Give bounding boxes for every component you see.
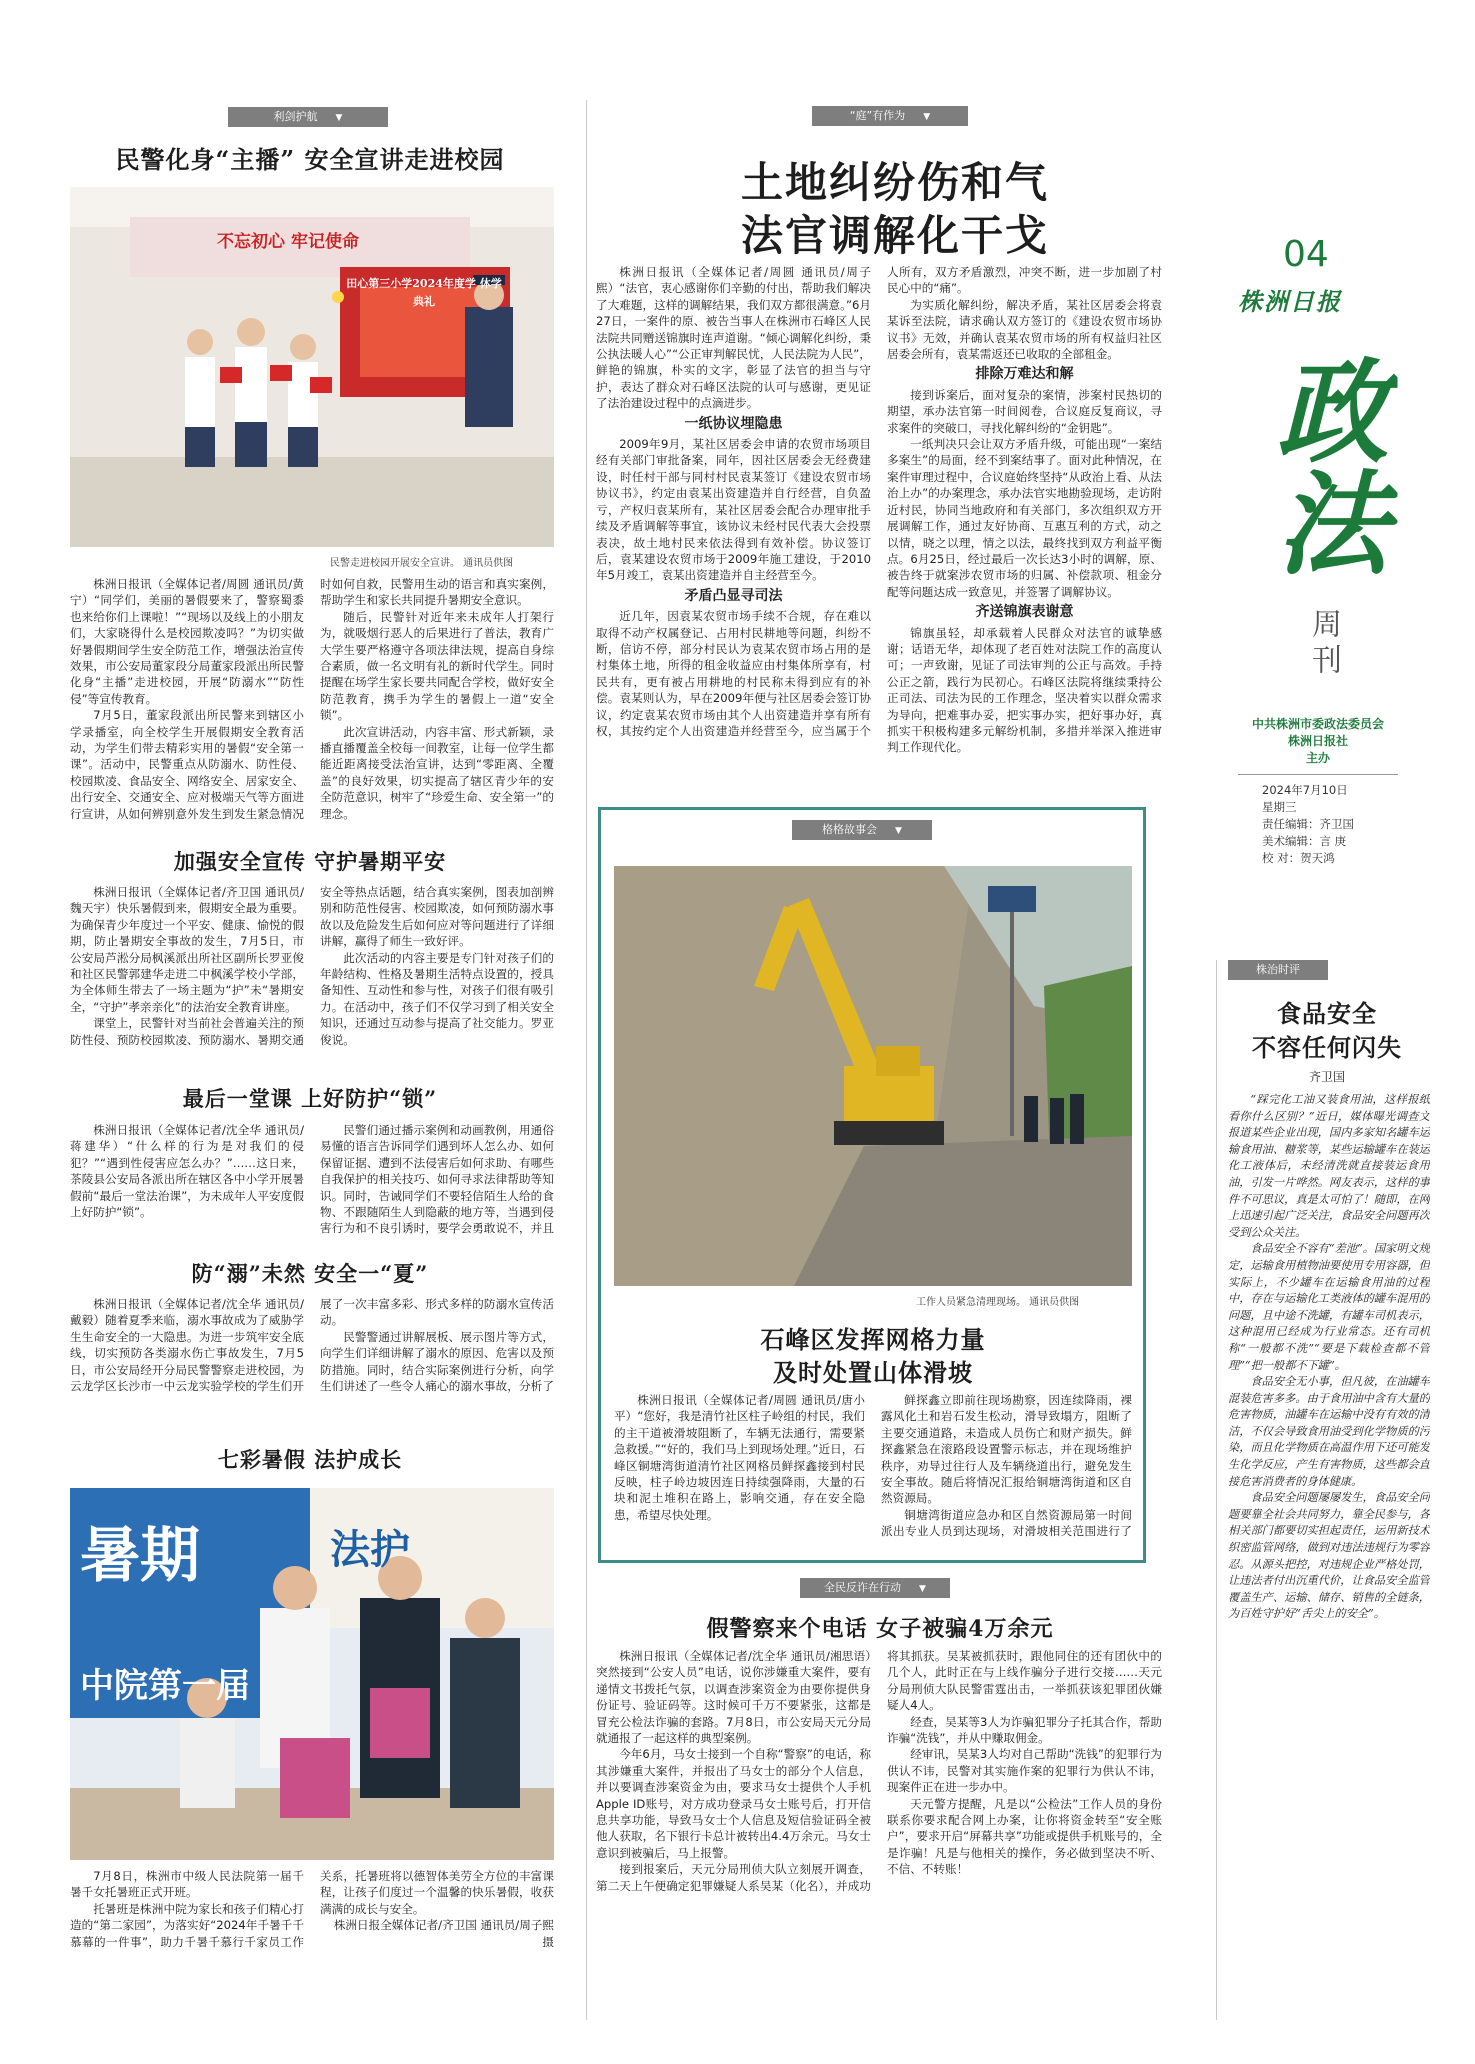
article-headline-line1: 石峰区发挥网格力量 [760,1325,986,1354]
issue-meta [1262,782,1422,867]
paragraph: 民警们通过播示案例和动画教例，用通俗易懂的语言告诉同学们遇到坏人怎么办、如何保留证据、遭到不法侵害后如何求助、有哪些自我保护的相关技巧、如何寻求法律帮助等知识。同时，告诫同学们不要轻信陌生人给的食物、不跟随陌生人到隐蔽的地方等，当遇到侵害行为和不良引诱时，要学会勇敢说不，并且 [320,1123,554,1236]
photo-caption: 民警走进校园开展安全宣讲。 通讯员供图 [330,558,514,569]
sponsor-line-2: 株洲日报社 [1287,734,1348,748]
paragraph: 随后，民警针对近年来未成年人打架行为，就吸烟行恶人的后果进行了普法，教育广大学生要严格遵守各项法律法规，提高自身综合素质，做一名文明有礼的新时代学生。同时提醒在场学生家长要共同配合学校，做好安全防范教育，携手为学生的暑假上一道“安全锁”。 [320,609,554,723]
paragraph: 株洲日报讯（全媒体记者/沈全华 通讯员/蒋建华）“什么样的行为是对我们的侵犯？”“遇到性侵害应怎么办？”……这日来，茶陵县公安局各派出所在辖区各中小学开展暑假前“最后一堂法治课”，为未成年人平安度假上好防护“锁”。 [70,1123,304,1220]
section-tag [228,107,388,127]
subheading: 齐送锦旗表谢意 [975,604,1074,621]
paragraph: 铜塘湾街道应急办和区自然资源局第一时间派出专业人员到达现场，对滑坡相关范围进行了 [881,1507,1132,1539]
paragraph: 今年6月，马女士接到一个自称“警察”的电话，称其涉嫌重大案件，并报出了马女士的部分个人信息，并以要调查涉案资金为由，要求马女士提供个人手机 Apple ID账号，对方成功登录马女士账号后，打开信息共享功能，导致马女士个人信息及短信验证码全被他人获取，名下银行卡总计被转出4.4万余元。马女士意识到被骗后，马上报警。 [596,1747,871,1860]
sponsor-block [1218,716,1418,767]
paragraph: 株洲日报讯（全媒体记者/周圆 通讯员/周子熙）“法官，衷心感谢你们辛勤的付出，帮助我们解决了大难题，这样的调解结果，我们双方都很满意。”6月27日，一案件的原、被告当事人在株洲市石峰区人民法院共同赠送锦旗时连声道谢。“倾心调解化纠纷，秉公执法暖人心”“公正审判解民忧，人民法院为人民”，鲜艳的锦旗，朴实的文字，彰显了法官的担当与守护，表达了群众对石峰区法院的认可与感谢，更见证了法治建设过程中的点滴进步。 [596,265,871,411]
editor-credit: 责任编辑：齐卫国 [1262,817,1354,831]
subheading: 排除万难达和解 [975,366,1074,383]
paragraph: 天元警方提醒，凡是以“公检法”工作人员的身份联系你要求配合网上办案，让你将资金转至“安全账户”，要求开启“屏幕共享”功能或提供手机账号的，全是诈骗！凡是与他相关的操作，务必做到坚决不听、不信、不转账！ [887,1796,1162,1877]
paragraph: 此次宣讲活动，内容丰富、形式新颖，录播直播覆盖全校每一间教室，让每一位学生都能近距离接受法治宣讲，达到“零距离、全覆盖”的良好效果，切实提高了辖区青少年的安全防范意识，树牢了“珍爱生命、安全第一”的理念。 [320,724,554,821]
paragraph: 食品安全无小事，但凡彼，在油罐车混装危害多多。由于食用油中含有大量的危害物质，油罐车在运输中没有有效的清洁，不仅会导致食用油受到化学物质的污染，而且化学物质在高温作用下还可能发生化学反应，产生有害物质，这些都会直接危害消费者的身体健康。 [1228,1375,1430,1488]
article-body [596,1648,1162,2018]
column-rule-right [1216,960,1217,2020]
paragraph: 锦旗虽轻，却承载着人民群众对法官的诚挚感谢；话语无华，却体现了老百姓对法院工作的高度认可；一声致谢，见证了司法审判的公正与高效。手持公正之箭，践行为民初心。石峰区法院将继续秉持公正司法、司法为民的工作理念，坚决着实以群众需求为导向，把难事办妥，把实事办实，把好事办好，真抓实干积极构建多元解纷机制，多措并举深入推进审判工作现代化。 [887,625,1162,755]
section-title: 政法 [1258,353,1389,577]
designer-credit: 美术编辑：言 庚 [1262,834,1347,848]
article-body [596,264,1162,784]
paragraph: 经查，吴某等3人为诈骗犯罪分子托其合作，帮助诈骗“洗钱”，并从中赚取佣金。 [887,1714,1162,1746]
paragraph: 株洲日报讯（全媒体记者/周圆 通讯员/黄宁）“同学们，美丽的暑假要来了，警察蜀黍也来给你们上课啦！”“现场以及线上的小朋友们，大家晓得什么是校园欺凌吗？”为切实做好暑假期间学生安全防范工作，增强法治宣传效果，市公安局董家段分局董家段派出所民警化身“主播”走进校园，开展“防溺水”“防性侵”等宣传教育。 [70,577,304,706]
photo-text-large: 暑期 [80,1521,200,1591]
photo-text-medium: 法护 [330,1526,410,1573]
sponsor-line-3: 主办 [1305,751,1330,765]
paragraph: 鲜探鑫立即前往现场勘察，因连续降雨，裸露风化土和岩石发生松动，滑导致塌方，阻断了主要交通道路，未造成人员伤亡和财产损失。鲜探鑫紧急在滚路段设置警示标志，并在现场维护秩序，劝导过往行人及车辆绕道出行，避免发生安全事故。随后将情况汇报给铜塘湾街道和区自然资源局。 [881,1393,1132,1506]
chevron-down-icon: ▼ [919,1584,926,1594]
photo-text-banner: 中院第一届 [80,1666,250,1706]
issue-weekday: 星期三 [1262,800,1297,814]
paragraph: 为实质化解纠纷，解决矛盾，某社区居委会将袁某诉至法院，请求确认双方签订的《建设农贸市场协议书》无效，并确认袁某农贸市场的所有权益归社区居委会所有，袁某需返还已收取的全部租金。 [887,297,1162,362]
article-headline: 民警化身“主播” 安全宣讲走进校园 [115,145,505,174]
chevron-down-icon: ▼ [335,113,343,123]
column-body [1228,1092,1430,2022]
paragraph: 课堂上，民警针对当前社会普遍关注的预防性侵、预防校园欺凌、预防溺水、暑期交通安全等热点话题，结合真实案例，图表加剖辨别和防范性侵害、校园欺凌，如何预防溺水事故以及危险发生后如何应对等问题进行了详细讲解，赢得了师生一致好评。 [70,885,554,1047]
article-headline: 防“溺”未然 安全一“夏” [191,1261,429,1286]
article-body [70,576,554,830]
subheading: 一纸协议埋隐患 [684,415,783,432]
page-number: 04 [1283,234,1329,275]
paragraph: 株洲日报讯（全媒体记者/齐卫国 通讯员/魏天宇）快乐暑假到来，假期安全最为重要。为确保青少年度过一个平安、健康、愉悦的假期，防止暑期安全事故的发生，7月5日，市公安局芦淞分局枫溪派出所社区副所长罗亚俊和社区民警郭建华走进二中枫溪学校小学部，为全体师生带去了一场主题为“护”未“暑期安全，“守护”孝亲亲化”的法治安全教育讲座。 [70,885,304,1014]
column-headline-line2: 不容任何闪失 [1252,1033,1402,1062]
article-photo [70,1488,554,1860]
article-body [70,1122,554,1252]
article-headline: 假警察来个电话 女子被骗4万余元 [706,1616,1054,1642]
section-tag [800,1578,950,1598]
column-headline-line1: 食品安全 [1277,999,1377,1028]
article-headline: 最后一堂课 上好防护“锁” [182,1086,438,1111]
article-headline-line2: 及时处置山体滑坡 [773,1358,973,1387]
photo-credit: 株洲日报全媒体记者/齐卫国 通讯员/周子熙 摄 [333,1918,554,1949]
photo-banner-text: 不忘初心 牢记使命 [217,232,359,252]
paragraph: 托暑班是株洲中院为家长和孩子们精心打造的“第二家园”，为落实好“2024年千暑千千慕幕的一件事”，助力千暑千慕行千家员工作关系，托暑班将以德智体美劳全方位的丰富课程，让孩子们度过一个温馨的快乐暑假，收获满满的成长与安全。 [70,1869,554,1949]
section-subtitle: 周刊 [1306,608,1341,680]
article-body [70,1868,554,2018]
proof-credit: 校 对：贺天鸿 [1262,851,1335,865]
paragraph: 接到诉案后，面对复杂的案情，涉案村民热切的期望，承办法官第一时间阅卷，合议庭反复商议，寻求案件的突破口，寻找化解纠纷的“金钥匙”。 [887,387,1162,435]
paragraph: 经审讯，吴某3人均对自己帮助“洗钱”的犯罪行为供认不讳，民警对其实施作案的犯罪行为供认不讳，现案件正在进一步办中。 [887,1747,1162,1795]
masthead-divider [1238,774,1398,775]
paragraph: 2009年9月，某社区居委会申请的农贸市场项目经有关部门审批备案，同年，因社区居委会无经费建设，时任村干部与同村村民袁某签订《建设农贸市场协议书》，约定由袁某出资建造并自行经营，自负盈亏，产权归袁某所有，某社区居委会配合办理审批手续及矛盾调解等事宜，该协议未经村民代表大会投票表决，故土地村民来依法得到有效补偿。协议签订后，袁某建设农贸市场于2009年施工建设，于2010年5月竣工，袁某出资建造并自主经营至今。 [596,437,871,583]
paper-name: 株洲日报 [1238,287,1342,316]
landslide-excavator-illustration [614,866,1132,1286]
article-photo [70,187,554,547]
section-tag-label: 格格故事会 [822,823,878,836]
article-body [614,1392,1132,1554]
article-headline-line2: 法官调解化干戈 [740,211,1049,260]
photo-caption: 工作人员紧急清理现场。 通讯员供图 [916,1297,1080,1308]
paragraph: 7月8日，株洲市中级人民法院第一届千暑千女托暑班正式开班。 [70,1869,304,1900]
paragraph: 近几年，因袁某农贸市场手续不合规，存在难以取得不动产权属登记、占用村民耕地等问题，纠纷不断，信访不停，部分村民认为袁某农贸市场占用的是村集体土地，所得的租金收益应由村集体所享有，村民共有，更有被占用耕地的村民称未得到应有的补偿。袁某则认为，早在2009年便与社区居委会签订协议，约定袁某农贸市场由其个人出资建造并享有所有权，其按约定个人出资建造并经营至今，应当属于个人所有，双方矛盾激烈，冲突不断，进一步加剧了村民心中的“痛”。 [596,265,1162,738]
section-tag [1228,960,1328,980]
section-tag-label: 全民反诈在行动 [824,1581,902,1594]
column-author: 齐卫国 [1308,1070,1345,1084]
paragraph: 接到报案后，天元分局刑侦大队立刻展开调查，第二天上午便确定犯罪嫌疑人系吴某（化名），并成功将其抓获。吴某被抓获时，跟他同住的还有团伙中的几个人，此时正在与上线作骗分子进行交接……天元分局刑侦大队民警雷霆出击，一举抓获该犯罪团伙嫌疑人4人。 [596,1649,1162,1893]
paragraph: 7月5日，董家段派出所民警来到辖区小学录播室，向全校学生开展假期安全教育活动，为学生们带去精彩实用的暑假“安全第一课”。活动中，民警重点从防溺水、防性侵、校园欺凌、食品安全、网络安全、居家安全、出行安全、交通安全、应对极端天气等方面进行宣讲，从如何辨别意外发生到发生紧急情况时如何自救，民警用生动的语言和真实案例，帮助学生和家长共同提升暑期安全意识。 [70,577,554,821]
sponsor-line-1: 中共株洲市委政法委员会 [1251,717,1384,731]
section-tag [792,820,932,840]
section-tag-label: 株治时评 [1256,963,1300,976]
photo-sign-text: 田心第三小学2024年度学 休学典礼 [346,277,502,308]
section-tag-label: 利剑护航 [273,110,318,123]
paragraph: 株洲日报讯（全媒体记者/沈全华 通讯员/戴毅）随着夏季来临，溺水事故成为了威胁学生生命安全的一大隐患。为进一步筑牢安全底线，切实预防各类溺水伤亡事故发生，7月5日，市公安局经开分局民警警察走进校园，为云龙学区长沙市一中云龙实验学校的学生们开展了一次丰富多彩、形式多样的防溺水宣传活动。 [70,1297,554,1394]
paragraph: 此次活动的内容主要是专门针对孩子们的年龄结构、性格及暑期生活特点设置的，授具备知性、互动性和参与性，对孩子们很有吸引力。在活动中，孩子们不仅学习到了相关安全知识，还通过互动参与提高了社交能力。罗亚俊说。 [320,950,554,1047]
paragraph: 株洲日报讯（全媒体记者/沈全华 通讯员/湘思语）突然接到“公安人员”电话，说你涉嫌重大案件，要有递情文书拨托气氛，以调查涉案资金为由要你提供身份证号、验证码等。这时候可千万不要紧张，这都是冒充公检法诈骗的套路。7月8日，市公安局天元分局就通报了一起这样的典型案例。 [596,1649,871,1746]
column-rule-left [586,100,587,2020]
paragraph: 食品安全问题屡屡发生，食品安全问题要靠全社会共同努力，靠全民参与，各相关部门都要切实担起责任，运用新技术织密监管网络，做到对违法违规行为零容忍。从源头把控，对违规企业严格处罚，让违法者付出沉重代价，让食品安全监管覆盖生产、运输、储存、销售的全链条，为百姓守护好“舌尖上的安全”。 [1228,1491,1430,1621]
paragraph: 一纸判决只会让双方矛盾升级，可能出现“一案结多案生”的局面，经不到案结事了。面对此种情况，在案件审理过程中，合议庭始终坚持“从政治上看、从法治上办”的办案理念，承办法官实地勘验现场，走访附近村民，协同当地政府和有关部门，多次组织双方开展调解工作，通过友好协商、互惠互利的方式，动之以情，晓之以理，情之以法，最终找到双方利益平衡点。6月25日，经过最后一次长达3小时的调解，原、被告终于就案涉农贸市场的归属、补偿款项、租金分配等问题达成一致意见，并签署了调解协议。 [887,437,1162,599]
article-photo [614,866,1132,1286]
paragraph: 民警警通过讲解展板、展示图片等方式，向学生们详细讲解了溺水的原因、危害以及预防措施。同时，结合实际案例进行分析，向学生们讲述了一些令人痛心的溺水事故，分析了 [320,1329,554,1394]
article-headline: 七彩暑假 法护成长 [217,1447,403,1472]
paragraph: 株洲日报讯（全媒体记者/周圆 通讯员/唐小平）“您好，我是清竹社区柱子岭组的村民，我们的主干道被滑坡阻断了，车辆无法通行，需要紧急救援。”“好的，我们马上到现场处理。”近日，石峰区铜塘湾街道清竹社区网格员鲜探鑫接到村民反映，柱子岭边坡因连日持续强降雨，大量的石块和泥土堆积在路上，影响交通，存在安全隐患，希望尽快处理。 [614,1393,865,1522]
paragraph: “踩完化工油又装食用油，这样报纸看你什么区别？”近日，媒体曝光调查文报道某些企业出现，国内多家知名罐车运输食用油、糖浆等，某些运输罐车在装运化工液体后，未经清洗就直接装运食用油，引发一片哗然。网友表示，这样的事件不可思议，真是太可怕了！随即，在网上迅速引起广泛关注，食品安全问题再次受到公众关注。 [1228,1093,1430,1239]
issue-date: 2024年7月10日 [1262,783,1348,797]
chevron-down-icon: ▼ [923,112,931,122]
article-headline-line1: 土地纠纷伤和气 [740,158,1049,207]
paragraph: 食品安全不容有“差池”。国家明文规定，运输食用植物油要使用专用容器，但实际上，不少罐车在运输食用油的过程中，存在与运输化工类液体的罐车混用的问题，且中途不洗罐，有罐车司机表示，这种混用已经成为行业常态。还有司机称“一般都不洗”“要是下载检查都不管理”“把一般都不下罐”。 [1228,1242,1430,1372]
article-body [70,884,554,1074]
article-body [70,1296,554,1408]
section-tag-label: “庭”有作为 [849,109,906,122]
article-headline: 加强安全宣传 守护暑期平安 [173,849,447,874]
chevron-down-icon: ▼ [895,826,902,836]
section-tag [812,106,968,126]
subheading: 矛盾凸显寻司法 [684,587,783,604]
